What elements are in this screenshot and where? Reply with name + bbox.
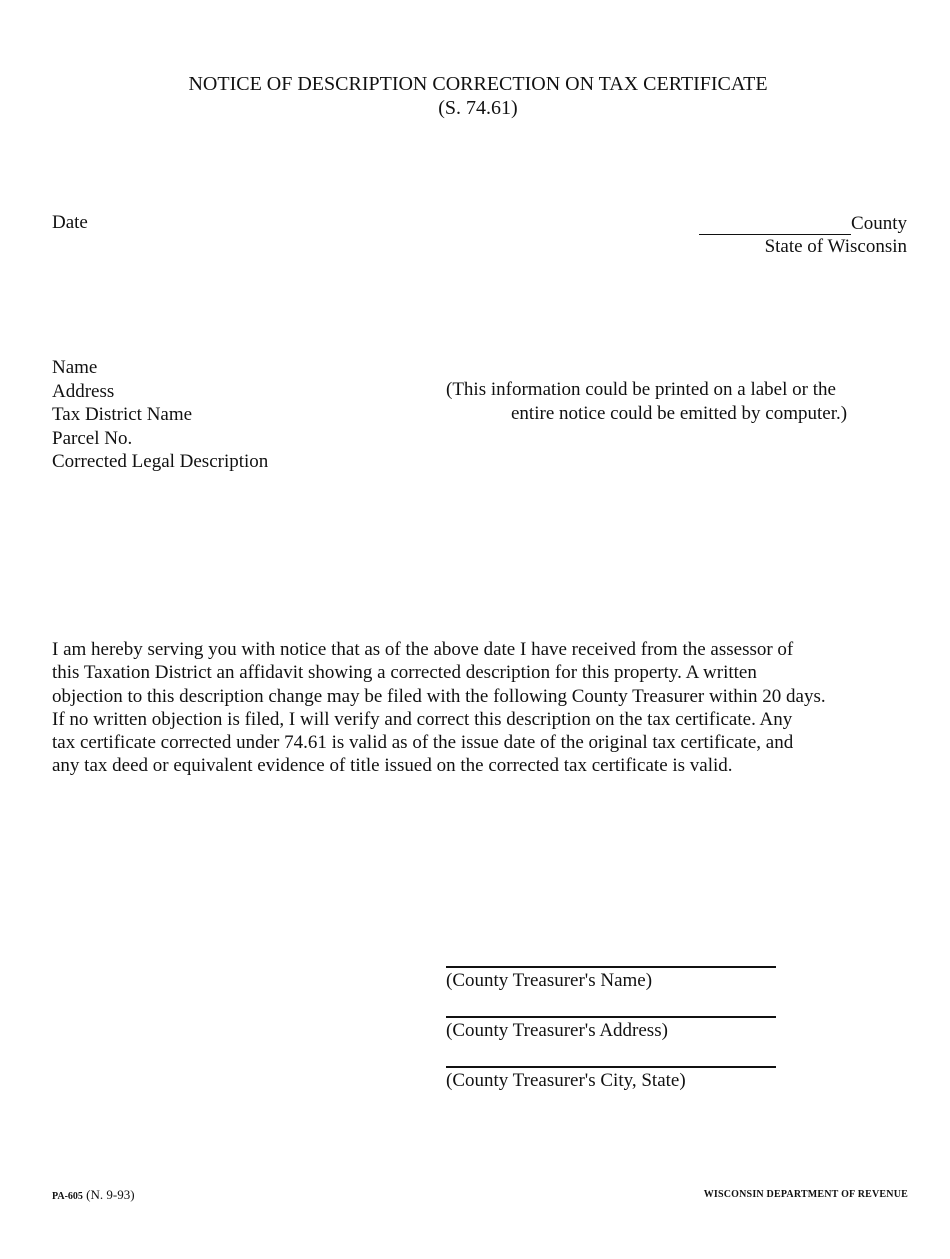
form-number: [52, 1187, 135, 1203]
form-code: PA-605: [52, 1191, 83, 1202]
county-label: County: [851, 213, 907, 234]
treasurer-city-state-field[interactable]: [446, 1066, 776, 1116]
label-note: [446, 378, 882, 425]
notice-line: tax certificate corrected under 74.61 is valid as of the issue date of the original tax certificate, and: [52, 732, 794, 754]
date-label: Date: [52, 212, 88, 233]
department-name: WISCONSIN DEPARTMENT OF REVENUE: [703, 1189, 908, 1200]
state-label: State of Wisconsin: [764, 236, 907, 257]
recipient-fields: [52, 356, 268, 474]
field-tax-district-label: Tax District Name: [52, 404, 193, 425]
notice-line: any tax deed or equivalent evidence of title issued on the corrected tax certificate is valid.: [52, 755, 733, 777]
county-blank-line: [699, 214, 851, 235]
notice-line: I am hereby serving you with notice that as of the above date I have received from the assessor of: [52, 639, 794, 660]
county-block: [699, 212, 907, 258]
field-legal-description-label: Corrected Legal Description: [52, 451, 269, 472]
notice-paragraph: [52, 638, 912, 778]
notice-line: If no written objection is filed, I will verify and correct this description on the tax certificate. Any: [52, 708, 793, 730]
treasurer-name-caption: (County Treasurer's Name): [446, 970, 653, 991]
treasurer-city-state-caption: (County Treasurer's City, State): [446, 1070, 686, 1091]
notice-line: objection to this description change may be filed with the following County Treasurer within 20 days.: [52, 685, 826, 707]
label-note-line: entire notice could be emitted by computer.): [511, 402, 848, 424]
treasurer-address-caption: (County Treasurer's Address): [446, 1020, 668, 1041]
notice-line: this Taxation District an affidavit showing a corrected description for this property. A written: [52, 662, 757, 684]
treasurer-signature-block: [446, 966, 776, 1116]
label-note-line: (This information could be printed on a label or the: [446, 379, 836, 400]
treasurer-address-field[interactable]: [446, 1016, 776, 1066]
form-revision: (N. 9-93): [86, 1187, 135, 1202]
field-address-label: Address: [52, 380, 115, 402]
treasurer-name-field[interactable]: [446, 966, 776, 1016]
form-title: NOTICE OF DESCRIPTION CORRECTION ON TAX CERTIFICATE: [188, 73, 768, 95]
statute-reference: (S. 74.61): [438, 97, 518, 119]
field-name-label: Name: [52, 357, 98, 378]
field-parcel-label: Parcel No.: [52, 427, 133, 449]
